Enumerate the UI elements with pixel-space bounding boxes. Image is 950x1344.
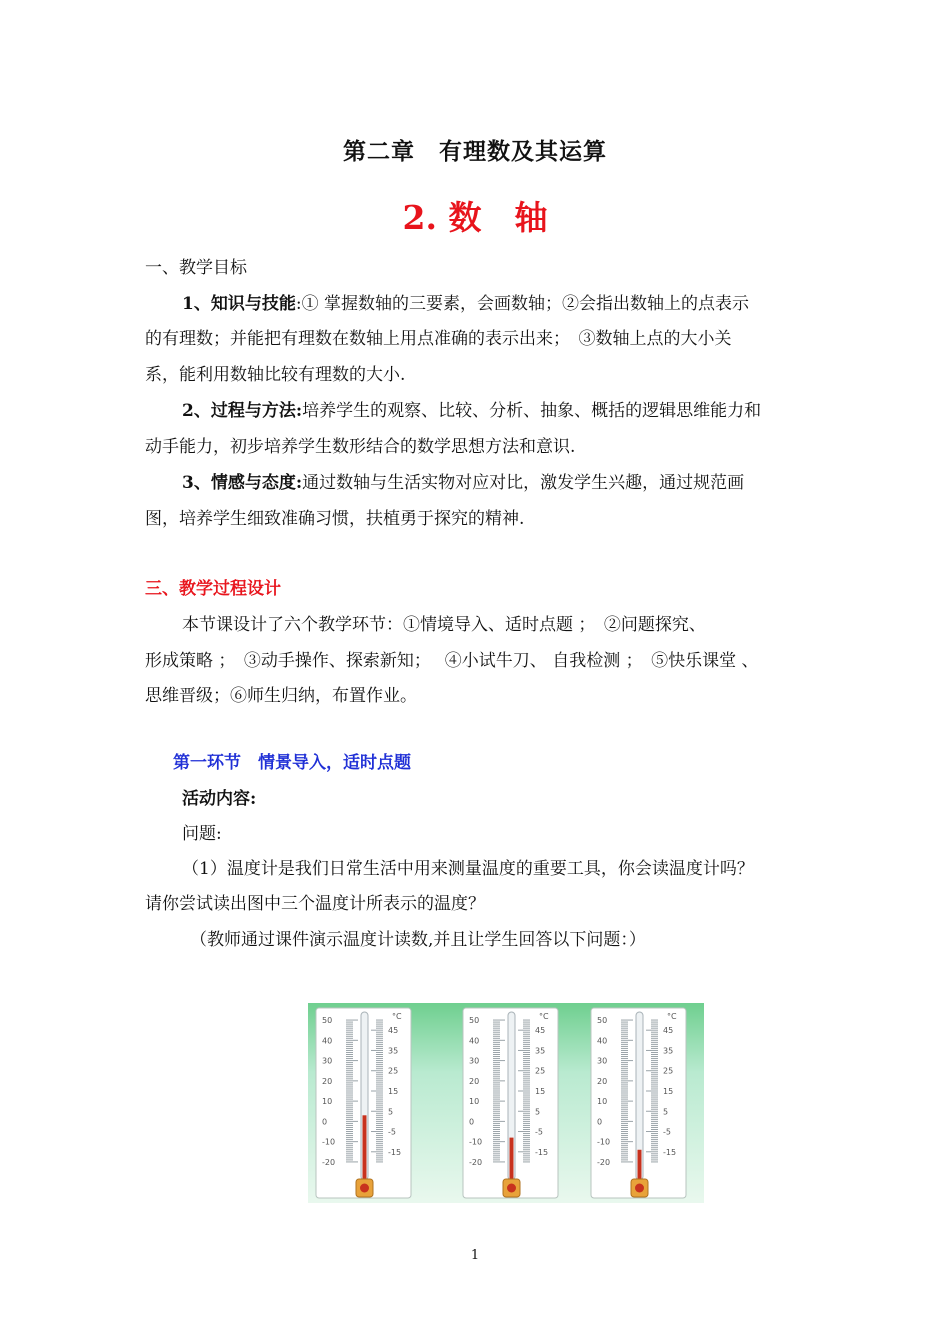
scale-label-right: -15 xyxy=(663,1147,677,1157)
section-title: 2. 数 轴 xyxy=(402,198,548,237)
scale-label-left: -10 xyxy=(322,1137,336,1147)
scale-label-right: 5 xyxy=(663,1107,669,1117)
scale-label-right: 5 xyxy=(535,1107,541,1117)
objectives-heading: 一、教学目标 xyxy=(145,258,247,278)
scale-label-right: -15 xyxy=(388,1147,402,1157)
scale-label-right: 5 xyxy=(388,1107,394,1117)
scale-label-left: 30 xyxy=(322,1056,333,1066)
objective-3-label: 3、情感与态度: xyxy=(182,473,303,493)
scale-label-right: 45 xyxy=(535,1026,546,1036)
unit-label: °C xyxy=(392,1012,402,1021)
objective-3-text-1: 通过数轴与生活实物对应对比，激发学生兴趣，通过规范画 xyxy=(302,473,745,493)
objective-3-line-2: 图，培养学生细致准确习惯，扶植勇于探究的精神. xyxy=(145,509,525,529)
objective-3-line-1 xyxy=(182,471,744,495)
objective-2-text-1: 培养学生的观察、比较、分析、抽象、概括的逻辑思维能力和 xyxy=(302,401,762,421)
scale-label-right: -15 xyxy=(535,1147,549,1157)
scale-label-left: 20 xyxy=(597,1076,608,1086)
scale-label-left: 40 xyxy=(597,1036,608,1046)
scale-label-left: 50 xyxy=(597,1016,608,1026)
scale-label-right: 25 xyxy=(535,1066,546,1076)
scale-label-left: 0 xyxy=(322,1117,328,1127)
scale-label-right: 15 xyxy=(388,1086,399,1096)
scale-label-right: 15 xyxy=(663,1086,674,1096)
scale-label-right: 35 xyxy=(535,1046,546,1056)
question-1-line-2: 请你尝试读出图中三个温度计所表示的温度？ xyxy=(145,894,485,914)
process-line-1: 本节课设计了六个教学环节：①情境导入、适时点题 ； ②问题探究、 xyxy=(182,615,706,635)
scale-label-left: -20 xyxy=(322,1157,336,1167)
scale-label-left: 50 xyxy=(322,1016,333,1026)
scale-label-left: 10 xyxy=(322,1097,333,1107)
thermometers-figure xyxy=(308,1003,704,1203)
bulb-mercury xyxy=(507,1184,516,1193)
unit-label: °C xyxy=(667,1012,677,1021)
activity-label: 活动内容: xyxy=(182,789,257,809)
scale-label-left: 30 xyxy=(469,1056,480,1066)
scale-label-right: 25 xyxy=(388,1066,399,1076)
scale-label-right: 45 xyxy=(663,1026,674,1036)
scale-label-right: 35 xyxy=(663,1046,674,1056)
mercury-column xyxy=(638,1150,642,1181)
scale-label-left: -20 xyxy=(469,1157,483,1167)
question-label: 问题: xyxy=(182,824,222,844)
bulb-mercury xyxy=(635,1184,644,1193)
page-number: 1 xyxy=(470,1248,480,1263)
scale-label-right: -5 xyxy=(535,1127,543,1137)
chapter-title: 第二章 有理数及其运算 xyxy=(343,138,607,165)
scale-label-left: 0 xyxy=(597,1117,603,1127)
objective-1-line-2: 的有理数；并能把有理数在数轴上用点准确的表示出来； ③数轴上点的大小关 xyxy=(145,329,732,349)
thermometers-image xyxy=(308,1003,704,1203)
teacher-note: （教师通过课件演示温度计读数,并且让学生回答以下问题：） xyxy=(190,930,646,950)
objective-2-label: 2、过程与方法: xyxy=(182,401,303,421)
mercury-column xyxy=(510,1138,514,1181)
scale-label-left: 50 xyxy=(469,1016,480,1026)
scale-label-left: -20 xyxy=(597,1157,611,1167)
scale-label-left: 40 xyxy=(322,1036,333,1046)
process-heading: 三、教学过程设计 xyxy=(145,579,281,599)
scale-label-right: 45 xyxy=(388,1026,399,1036)
scale-label-right: -5 xyxy=(663,1127,671,1137)
thermometer-3 xyxy=(591,1008,686,1198)
scale-label-right: 15 xyxy=(535,1086,546,1096)
objective-1-label: 1、知识与技能 xyxy=(182,294,296,314)
scale-label-right: 25 xyxy=(663,1066,674,1076)
scale-label-left: 20 xyxy=(469,1076,480,1086)
scale-label-left: 10 xyxy=(597,1097,608,1107)
mercury-column xyxy=(363,1115,367,1181)
thermometer-2 xyxy=(463,1008,558,1198)
scale-label-left: 0 xyxy=(469,1117,475,1127)
scale-label-right: 35 xyxy=(388,1046,399,1056)
scale-label-left: 40 xyxy=(469,1036,480,1046)
objective-1-line-1 xyxy=(182,292,749,316)
scale-label-left: -10 xyxy=(469,1137,483,1147)
scale-label-left: 20 xyxy=(322,1076,333,1086)
objective-1-line-3: 系，能利用数轴比较有理数的大小. xyxy=(145,365,406,385)
process-line-3: 思维晋级；⑥师生归纳，布置作业。 xyxy=(145,686,417,706)
bulb-mercury xyxy=(360,1184,369,1193)
scale-label-left: 30 xyxy=(597,1056,608,1066)
thermometer-1 xyxy=(316,1008,411,1198)
objective-2-line-2: 动手能力，初步培养学生数形结合的数学思想方法和意识. xyxy=(145,437,576,457)
scale-label-left: 10 xyxy=(469,1097,480,1107)
objective-1-text-1: :① 掌握数轴的三要素，会画数轴；②会指出数轴上的点表示 xyxy=(295,294,749,314)
scale-label-left: -10 xyxy=(597,1137,611,1147)
scale-label-right: -5 xyxy=(388,1127,396,1137)
unit-label: °C xyxy=(539,1012,549,1021)
stage-1-heading: 第一环节 情景导入，适时点题 xyxy=(173,753,411,773)
question-1-line-1: （1）温度计是我们日常生活中用来测量温度的重要工具，你会读温度计吗？ xyxy=(182,859,754,879)
objective-2-line-1 xyxy=(182,399,761,423)
process-line-2: 形成策略 ； ③动手操作、探索新知； ④小试牛刀、 自我检测 ； ⑤快乐课堂 、 xyxy=(145,651,759,671)
